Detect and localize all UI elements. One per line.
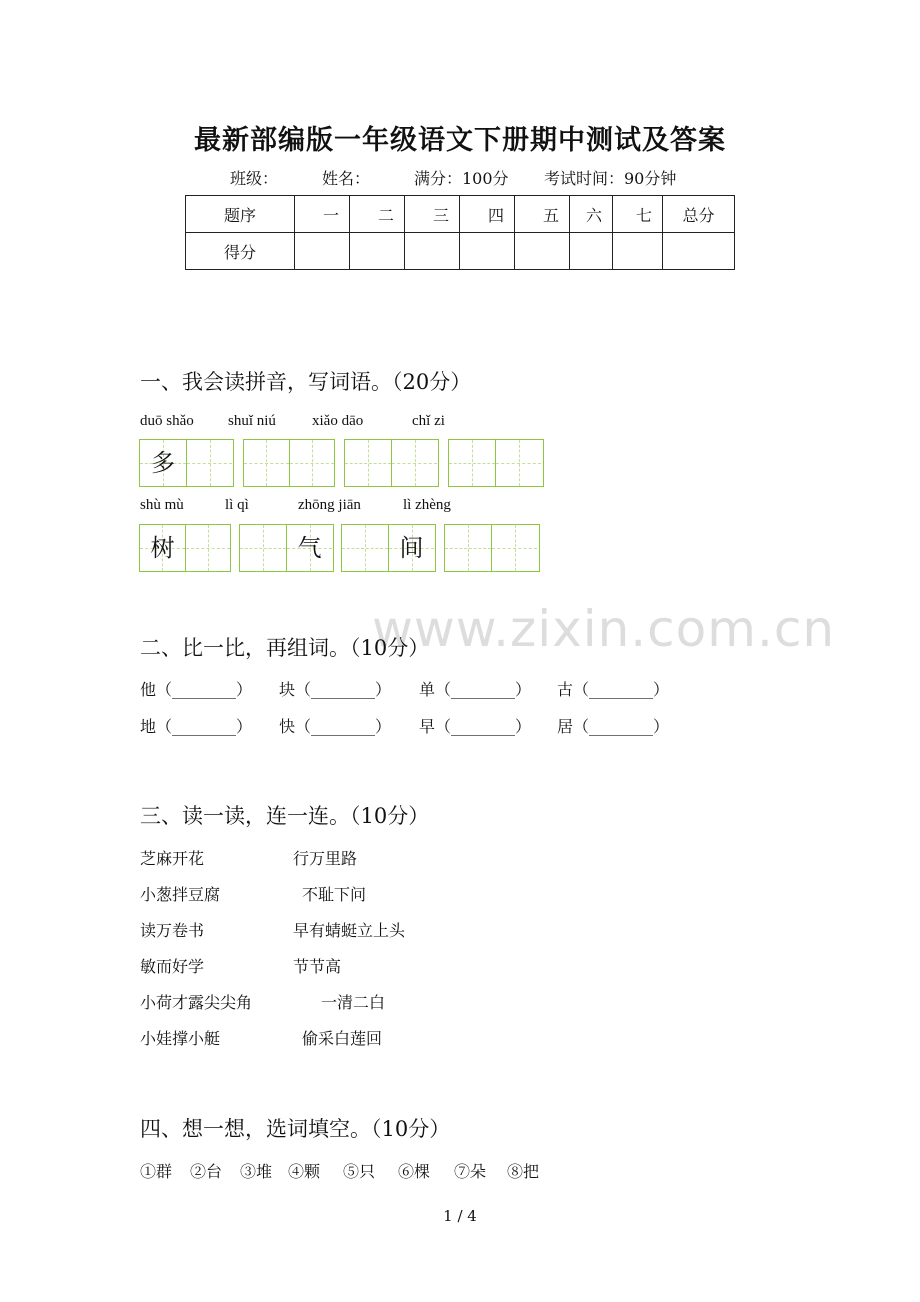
full-score-label: 满分：100分 bbox=[414, 169, 509, 188]
writing-box[interactable] bbox=[239, 524, 334, 572]
match-left-item[interactable]: 芝麻开花 bbox=[140, 849, 205, 868]
header-cell: 五 bbox=[515, 196, 570, 233]
pinyin: shuǐ niú bbox=[228, 413, 276, 429]
page-number: 1 / 4 bbox=[443, 1207, 477, 1225]
writing-cell[interactable] bbox=[289, 440, 334, 486]
section-4-heading: 四、想一想，选词填空。（10分） bbox=[140, 1117, 451, 1141]
pinyin: shù mù bbox=[140, 497, 184, 513]
writing-cell[interactable] bbox=[244, 440, 289, 486]
writing-box[interactable] bbox=[139, 524, 231, 572]
writing-box[interactable] bbox=[444, 524, 540, 572]
score-cell[interactable] bbox=[460, 233, 515, 270]
word-item[interactable]: 居（________） bbox=[557, 717, 670, 736]
writing-cell[interactable] bbox=[342, 525, 388, 571]
writing-box[interactable] bbox=[344, 439, 439, 487]
writing-cell[interactable] bbox=[185, 525, 230, 571]
header-cell: 七 bbox=[613, 196, 663, 233]
score-table bbox=[185, 195, 735, 270]
score-cell[interactable] bbox=[613, 233, 663, 270]
section-3-heading: 三、读一读，连一连。（10分） bbox=[140, 804, 430, 828]
match-left-item[interactable]: 小娃撑小艇 bbox=[140, 1029, 221, 1048]
pinyin: xiǎo dāo bbox=[312, 413, 364, 429]
word-item[interactable]: 早（________） bbox=[419, 717, 532, 736]
word-item[interactable]: 快（________） bbox=[279, 717, 392, 736]
score-cell[interactable] bbox=[570, 233, 613, 270]
row-label: 得分 bbox=[186, 233, 295, 270]
writing-cell[interactable] bbox=[240, 525, 286, 571]
word-item[interactable]: 他（________） bbox=[140, 680, 253, 699]
header-cell: 一 bbox=[295, 196, 350, 233]
match-right-item[interactable]: 一清二白 bbox=[321, 993, 386, 1012]
section-2-heading: 二、比一比，再组词。（10分） bbox=[140, 636, 430, 660]
exam-time-label: 考试时间：90分钟 bbox=[544, 169, 677, 188]
word-item[interactable]: 单（________） bbox=[419, 680, 532, 699]
header-cell: 二 bbox=[350, 196, 405, 233]
writing-cell[interactable] bbox=[391, 440, 437, 486]
word-item[interactable]: 古（________） bbox=[557, 680, 670, 699]
match-right-item[interactable]: 不耻下问 bbox=[302, 885, 367, 904]
score-table-header-row bbox=[186, 196, 735, 233]
score-cell[interactable] bbox=[405, 233, 460, 270]
match-right-item[interactable]: 偷采白莲回 bbox=[302, 1029, 383, 1048]
name-label: 姓名： bbox=[322, 169, 371, 188]
page-title: 最新部编版一年级语文下册期中测试及答案 bbox=[194, 125, 726, 156]
pinyin: lì qì bbox=[225, 497, 249, 513]
score-cell[interactable] bbox=[295, 233, 350, 270]
writing-cell[interactable] bbox=[445, 525, 491, 571]
writing-cell[interactable]: 间 bbox=[388, 525, 434, 571]
pinyin: duō shǎo bbox=[140, 413, 194, 429]
header-cell: 六 bbox=[570, 196, 613, 233]
writing-cell[interactable] bbox=[491, 525, 537, 571]
writing-cell[interactable] bbox=[345, 440, 391, 486]
option-item: ⑦朵 bbox=[454, 1162, 487, 1181]
writing-cell[interactable]: 树 bbox=[140, 525, 185, 571]
exam-meta bbox=[0, 166, 920, 188]
header-cell: 四 bbox=[460, 196, 515, 233]
section-1-heading: 一、我会读拼音，写词语。（20分） bbox=[140, 370, 472, 394]
option-item: ⑧把 bbox=[507, 1162, 540, 1181]
score-cell[interactable] bbox=[515, 233, 570, 270]
pinyin: chǐ zi bbox=[412, 413, 445, 429]
score-cell[interactable] bbox=[663, 233, 735, 270]
writing-cell[interactable]: 气 bbox=[286, 525, 332, 571]
writing-cell[interactable] bbox=[495, 440, 541, 486]
word-item[interactable]: 块（________） bbox=[279, 680, 392, 699]
writing-box[interactable] bbox=[341, 524, 436, 572]
match-right-item[interactable]: 节节高 bbox=[293, 957, 342, 976]
writing-box[interactable] bbox=[448, 439, 544, 487]
match-right-item[interactable]: 早有蜻蜓立上头 bbox=[293, 921, 406, 940]
writing-box[interactable] bbox=[243, 439, 335, 487]
writing-cell[interactable]: 多 bbox=[140, 440, 186, 486]
pinyin: lì zhèng bbox=[403, 497, 451, 513]
class-label: 班级： bbox=[230, 169, 279, 188]
option-item: ⑤只 bbox=[343, 1162, 376, 1181]
writing-box[interactable] bbox=[139, 439, 234, 487]
match-left-item[interactable]: 小荷才露尖尖角 bbox=[140, 993, 253, 1012]
header-cell: 题序 bbox=[186, 196, 295, 233]
match-left-item[interactable]: 小葱拌豆腐 bbox=[140, 885, 221, 904]
word-item[interactable]: 地（________） bbox=[140, 717, 253, 736]
option-item: ③堆 bbox=[240, 1162, 273, 1181]
score-cell[interactable] bbox=[350, 233, 405, 270]
watermark: www.zixin.com.cn bbox=[372, 600, 836, 658]
option-item: ⑥棵 bbox=[398, 1162, 431, 1181]
match-left-item[interactable]: 读万卷书 bbox=[140, 921, 205, 940]
option-item: ④颗 bbox=[288, 1162, 321, 1181]
option-item: ①群 bbox=[140, 1162, 173, 1181]
writing-cell[interactable] bbox=[186, 440, 232, 486]
match-left-item[interactable]: 敏而好学 bbox=[140, 957, 205, 976]
pinyin: zhōng jiān bbox=[298, 497, 361, 513]
score-table-score-row bbox=[186, 233, 735, 270]
match-right-item[interactable]: 行万里路 bbox=[293, 849, 358, 868]
option-item: ②台 bbox=[190, 1162, 223, 1181]
header-cell: 总分 bbox=[663, 196, 735, 233]
header-cell: 三 bbox=[405, 196, 460, 233]
writing-cell[interactable] bbox=[449, 440, 495, 486]
